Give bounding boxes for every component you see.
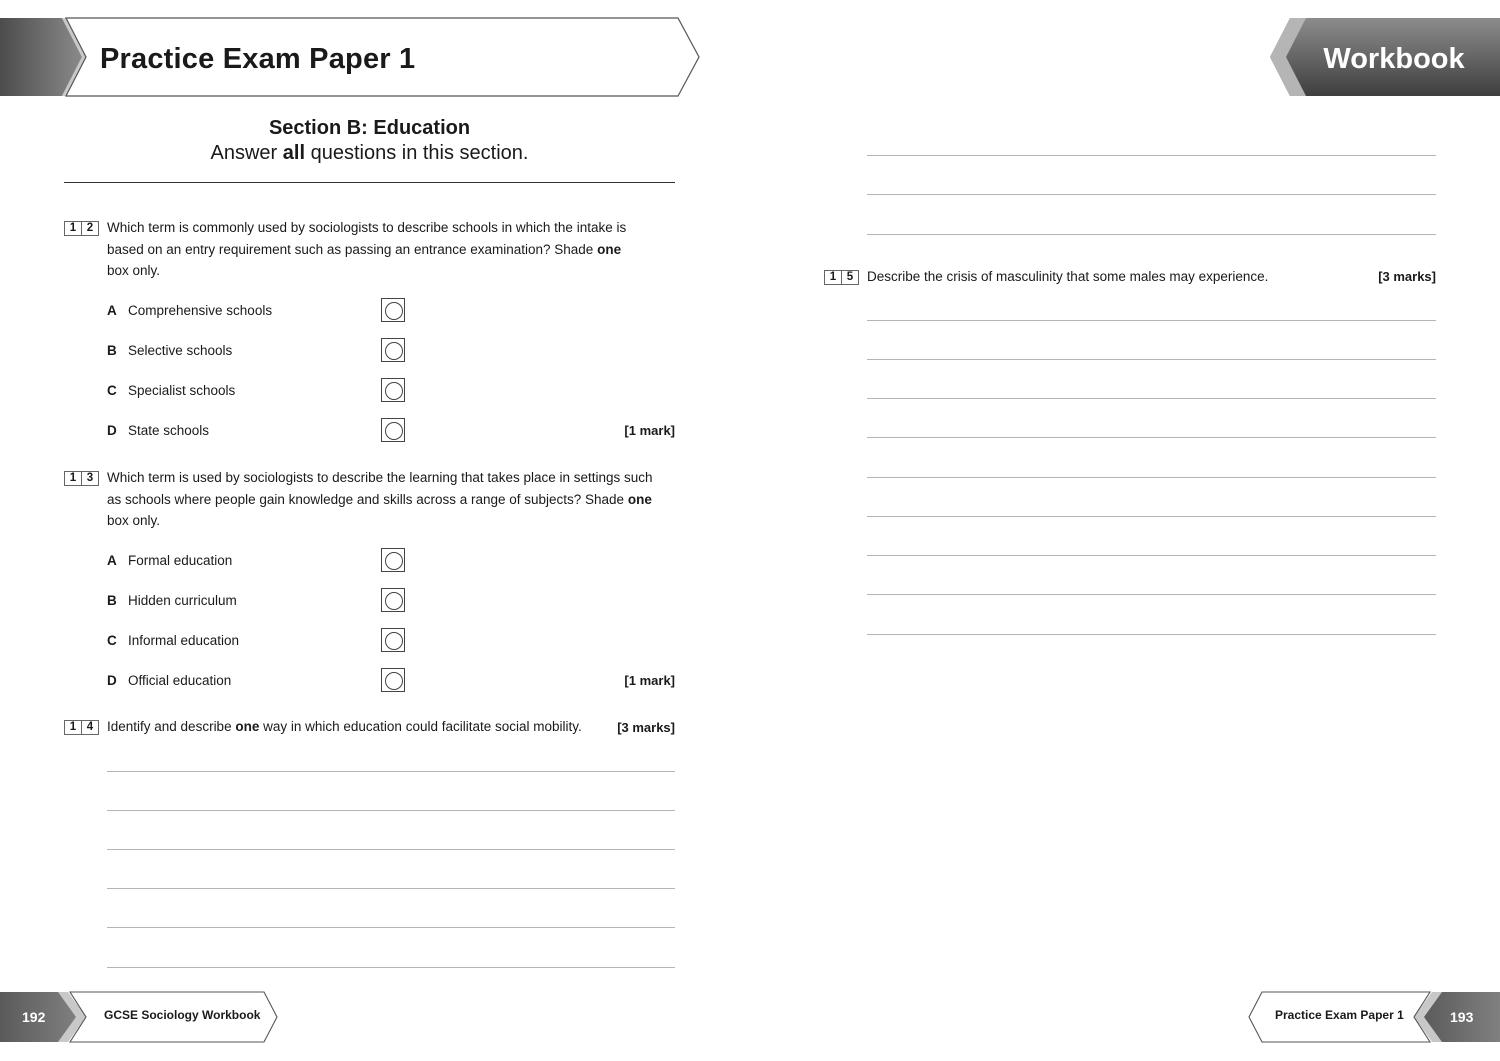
- q14-text-bold: one: [235, 719, 260, 734]
- q12-option-b-label: Selective schools: [128, 343, 233, 358]
- q13-option-c-label: Informal education: [128, 633, 240, 648]
- q13-option-d-letter: D: [107, 673, 117, 688]
- q13-option-c-answer-box[interactable]: [381, 628, 405, 652]
- q12-option-d-letter: D: [107, 423, 117, 438]
- q15-answer-line[interactable]: [867, 594, 1436, 595]
- q12-line-2-bold: one: [597, 241, 622, 257]
- q14-answer-line[interactable]: [107, 967, 675, 968]
- answer-circle: [385, 302, 403, 320]
- q13-option-c-letter: C: [107, 633, 117, 648]
- q13-line-3: box only.: [107, 513, 161, 528]
- q13-option-d-label: Official education: [128, 673, 232, 688]
- section-divider: [64, 182, 675, 183]
- instruction-suffix: questions in this section.: [305, 142, 529, 164]
- q15-answer-line[interactable]: [867, 437, 1436, 438]
- question-number-14: [64, 720, 98, 734]
- q12-option-c-answer-box[interactable]: [381, 378, 405, 402]
- q13-option-a-letter: A: [107, 553, 117, 568]
- q14-text-post: way in which education could facilitate social mobility.: [259, 719, 582, 734]
- q14-continued-answer-line[interactable]: [867, 234, 1436, 235]
- q14-continued-answer-line[interactable]: [867, 194, 1436, 195]
- q14-answer-line[interactable]: [107, 888, 675, 889]
- q14-answer-line[interactable]: [107, 810, 675, 811]
- q12-line-2-text: based on an entry requirement such as passing an entrance examination? Shade: [107, 241, 598, 257]
- q12-option-c-letter: C: [107, 383, 117, 398]
- q15-answer-line[interactable]: [867, 634, 1436, 635]
- qnum-digit: 1: [64, 720, 82, 735]
- q15-answer-line[interactable]: [867, 477, 1436, 478]
- section-title: Section B: Education: [268, 117, 471, 139]
- answer-circle: [385, 672, 403, 690]
- q12-option-a-answer-box[interactable]: [381, 298, 405, 322]
- page-title: Practice Exam Paper 1: [100, 43, 416, 75]
- q14-text-pre: Identify and describe: [107, 719, 236, 734]
- answer-circle: [385, 422, 403, 440]
- q12-option-c-label: Specialist schools: [128, 383, 236, 398]
- left-page-number: 192: [22, 1009, 46, 1025]
- right-footer-label: Practice Exam Paper 1: [1275, 1008, 1404, 1022]
- question-12-text: [107, 217, 677, 282]
- q14-marks: [3 marks]: [617, 720, 675, 735]
- qnum-digit: 1: [64, 471, 82, 486]
- q12-line-3: box only.: [107, 263, 161, 278]
- question-13-text: [107, 467, 682, 532]
- q15-answer-line[interactable]: [867, 359, 1436, 360]
- workbook-title: Workbook: [1323, 43, 1465, 75]
- answer-circle: [385, 552, 403, 570]
- question-number-12: [64, 221, 98, 235]
- q15-answer-line[interactable]: [867, 555, 1436, 556]
- q13-line-2-text: as schools where people gain knowledge and skills across a range of subjects? Shade: [107, 491, 628, 507]
- q13-option-a-answer-box[interactable]: [381, 548, 405, 572]
- q12-line-1: Which term is commonly used by sociologists to describe schools in which the intake is: [107, 220, 627, 235]
- q12-option-a-letter: A: [107, 303, 117, 318]
- answer-circle: [385, 342, 403, 360]
- q14-answer-line[interactable]: [107, 927, 675, 928]
- q12-option-d-answer-box[interactable]: [381, 418, 405, 442]
- q13-option-a-label: Formal education: [128, 553, 233, 568]
- q12-option-b-answer-box[interactable]: [381, 338, 405, 362]
- qnum-digit: 2: [81, 221, 99, 236]
- q13-marks: [1 mark]: [624, 673, 675, 688]
- qnum-digit: 3: [81, 471, 99, 486]
- question-15-text: Describe the crisis of masculinity that some males may experience.: [867, 269, 1269, 284]
- instruction-prefix: Answer: [210, 142, 283, 164]
- q15-marks: [3 marks]: [1378, 269, 1436, 284]
- q13-line-1: Which term is used by sociologists to describe the learning that takes place in settings such: [107, 470, 653, 485]
- qnum-digit: 4: [81, 720, 99, 735]
- q15-answer-line[interactable]: [867, 398, 1436, 399]
- answer-circle: [385, 592, 403, 610]
- answer-circle: [385, 382, 403, 400]
- q14-answer-line[interactable]: [107, 849, 675, 850]
- qnum-digit: 1: [824, 270, 842, 285]
- qnum-digit: 5: [841, 270, 859, 285]
- qnum-digit: 1: [64, 221, 82, 236]
- q14-answer-line[interactable]: [107, 771, 675, 772]
- q13-option-b-letter: B: [107, 593, 117, 608]
- q15-answer-line[interactable]: [867, 516, 1436, 517]
- q12-marks: [1 mark]: [624, 423, 675, 438]
- left-footer-label: GCSE Sociology Workbook: [104, 1008, 261, 1022]
- q14-continued-answer-line[interactable]: [867, 155, 1436, 156]
- q12-option-a-label: Comprehensive schools: [128, 303, 273, 318]
- right-page-number: 193: [1450, 1009, 1474, 1025]
- q12-option-d-label: State schools: [128, 423, 210, 438]
- q15-answer-line[interactable]: [867, 320, 1436, 321]
- q13-option-d-answer-box[interactable]: [381, 668, 405, 692]
- question-number-13: [64, 471, 98, 485]
- section-instruction: [64, 142, 675, 165]
- answer-circle: [385, 632, 403, 650]
- q12-line-2: [107, 239, 677, 261]
- q13-option-b-label: Hidden curriculum: [128, 593, 237, 608]
- q13-line-2-bold: one: [627, 491, 652, 507]
- instruction-bold: all: [282, 142, 306, 164]
- q13-option-b-answer-box[interactable]: [381, 588, 405, 612]
- q12-option-b-letter: B: [107, 343, 117, 358]
- question-number-15: [824, 270, 858, 284]
- question-14-text: [107, 716, 607, 738]
- q13-line-2: [107, 489, 682, 511]
